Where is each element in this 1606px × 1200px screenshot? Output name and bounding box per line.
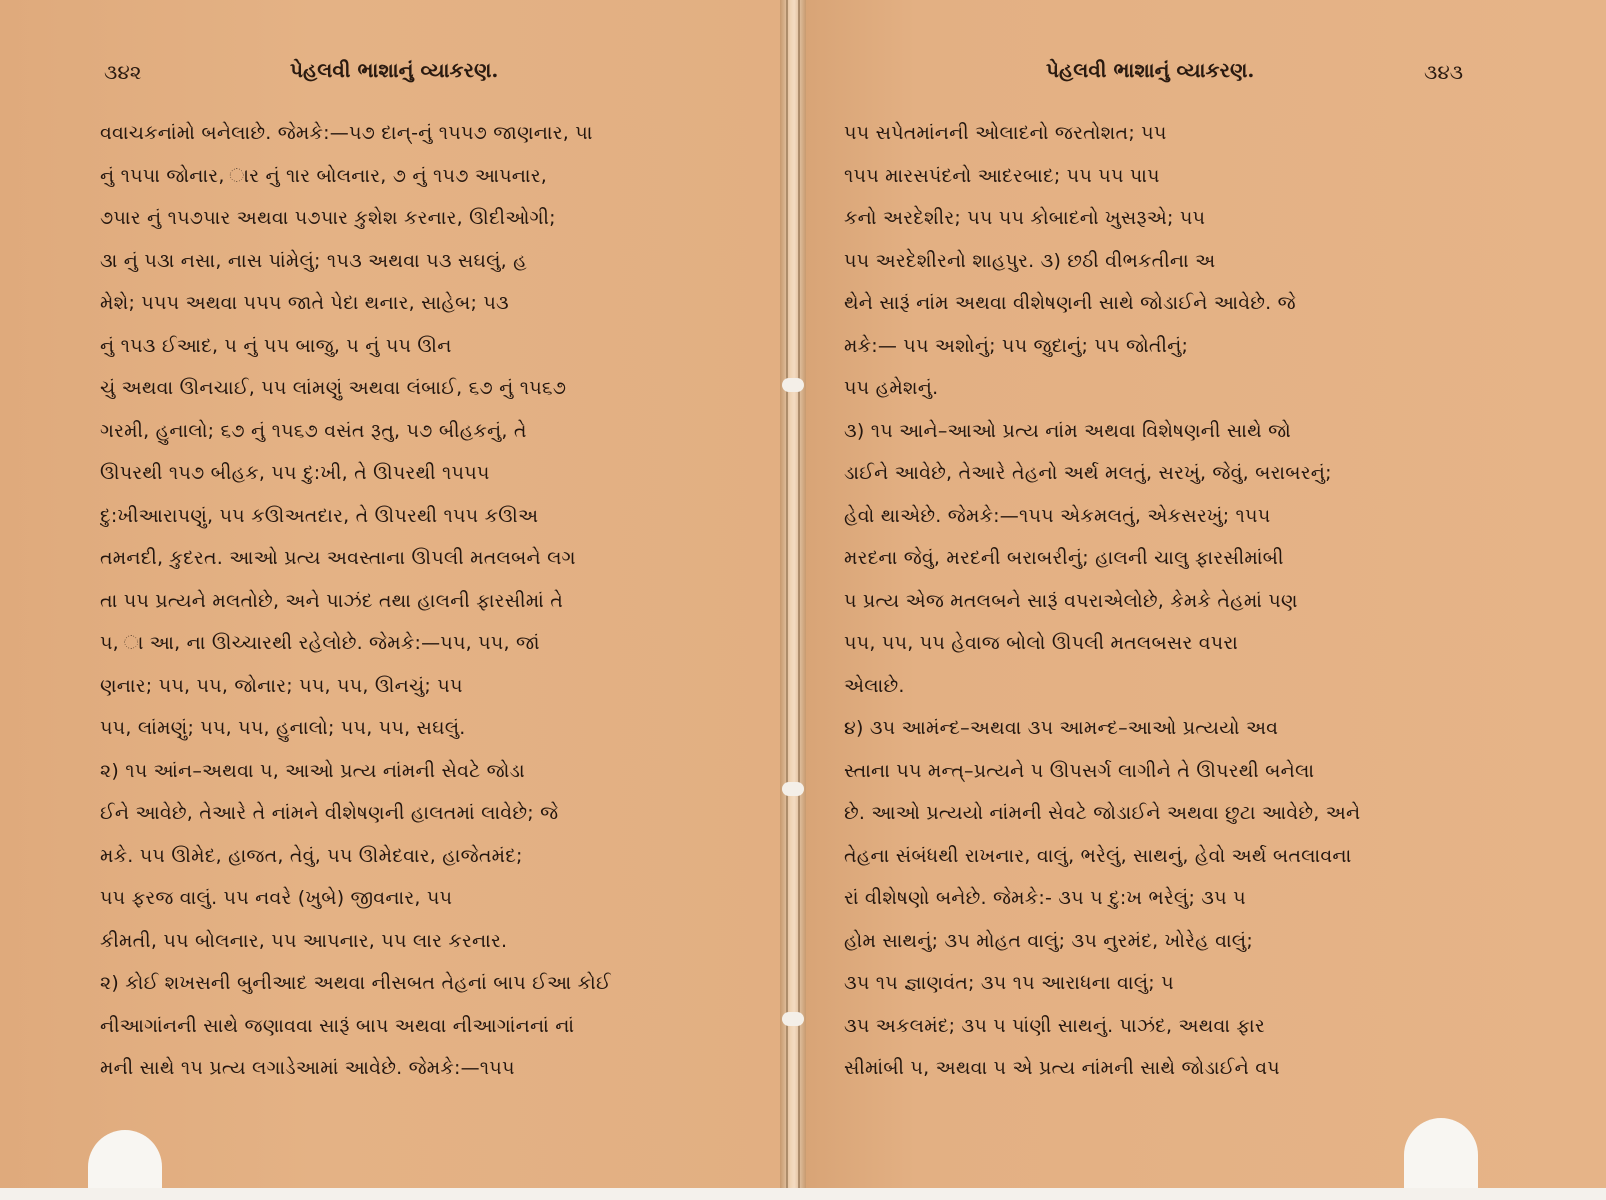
right-page — [794, 0, 1606, 1200]
text-line: કીમતી, ૫૫ બોલનાર, ૫૫ આપનાર, ૫૫ લાર કરનાર. — [100, 929, 508, 952]
text-line: ૪) ૩૫ આમંન્દ–અથવા ૩૫ આમન્દ–આઓ પ્રત્યયો અવ — [844, 717, 1279, 739]
binding-stitch — [782, 378, 804, 392]
text-line: ૫, ા આ, ના ઊચ્ચારથી રહેલોછે. જેમકે:—૫૫, ૫૫, જાં — [100, 632, 540, 654]
text-line: તેહના સંબંધથી રાખનાર, વાલું, ભરેલું, સાથનું, હેવો અર્થ બતલાવના — [844, 844, 1352, 867]
text-line: દુ:ખીઆરાપણું, ૫૫ કઊઅતદાર, તે ઊપરથી ૧૫૫ કઊઅ — [100, 504, 539, 527]
text-line: ૫૫, ૫૫, ૫૫ હેવાજ બોલો ઊપલી મતલબસર વપરા — [844, 632, 1239, 654]
text-line: ૩) ૧૫ આને–આઓ પ્રત્ય નાંમ અથવા વિશેષણની સાથે જો — [844, 419, 1292, 442]
text-line: નીઆગાંનની સાથે જણાવવા સારૂં બાપ અથવા નીઆગાંનનાં નાં — [100, 1014, 575, 1037]
text-line: સ્તાના ૫૫ મન્ત્–પ્રત્યને ૫ ઊપસર્ગ લાગીને તે ઊપરથી બનેલા — [844, 759, 1315, 782]
text-line: વવાચકનાંમો બનેલાછે. જેમકે:—૫૭ દાન્-નું ૧૫૫૭ જાણનાર, ૫ા — [100, 122, 593, 144]
text-line: નું ૧૫૩ ઈઆદ, ૫ નું ૫૫ બાજુ, ૫ નું ૫૫ ઊન — [100, 334, 452, 357]
page-corner-damage — [1404, 1118, 1478, 1188]
running-head: પેહલવી ભાશાનું વ્યાકરણ. — [1046, 58, 1255, 82]
text-line: ગરમી, હુનાલો; ૬૭ નું ૧૫૬૭ વસંત રૂતુ, ૫૭ બીહકનું, તે — [100, 419, 527, 442]
binding-stitch — [782, 782, 804, 796]
page-body — [844, 112, 1484, 1090]
text-line: મેશે; ૫૫૫ અથવા ૫૫૫ જાતે પેદા થનાર, સાહેબ; ૫૩ — [100, 292, 509, 314]
text-line: ૩૫ ૧૫ જ્ઞાણવંત; ૩૫ ૧૫ આરાધના વાલું; ૫ — [844, 972, 1174, 994]
text-line: ૩ા નું ૫૩ા નસા, નાસ પાંમેલું; ૧૫૩ અથવા ૫૩ સઘલું, હ — [100, 249, 527, 272]
text-line: ૨) ૧૫ આંન–અથવા ૫, આઓ પ્રત્ય નાંમની સેવટે જોડા — [100, 759, 525, 782]
text-line: ૩૫ અકલમંદ; ૩૫ ૫ પાંણી સાથનું. પાઝંદ, અથવા ફાર — [844, 1014, 1265, 1037]
page-body — [100, 112, 730, 1090]
text-line: મકે. ૫૫ ઊમેદ, હાજત, તેવું, ૫૫ ઊમેદવાર, હાજેતમંદ; — [100, 844, 523, 867]
text-line: ૫૫ ફરજ વાલું. ૫૫ નવરે (ખુબે) જીવનાર, ૫૫ — [100, 887, 453, 909]
text-line: કનો અરદેશીર; ૫૫ ૫૫ કોબાદનો ખુસરૂએ; ૫૫ — [844, 207, 1206, 229]
text-line: મની સાથે ૧૫ પ્રત્ય લગાડેઆમાં આવેછે. જેમકે:—૧૫૫ — [100, 1057, 515, 1079]
text-line: ૫૫ સપેતમાંનની ઓલાદનો જરતોશત; ૫૫ — [844, 122, 1167, 144]
text-line: ૨) કોઈ શખસની બુનીઆદ અથવા નીસબત તેહનાં બાપ ઈઆ કોઈ — [100, 972, 611, 994]
text-line: ઊપરથી ૧૫૭ બીહક, ૫૫ દુ:ખી, તે ઊપરથી ૧૫૫૫ — [100, 462, 490, 484]
text-line: ઈને આવેછે, તેઆરે તે નાંમને વીશેષણની હાલતમાં લાવેછે; જે — [100, 802, 559, 824]
text-line: સીમાંબી ૫, અથવા ૫ એ પ્રત્ય નાંમની સાથે જોડાઈને વપ — [844, 1057, 1280, 1079]
text-line: ૭૫ાર નું ૧૫૭૫ાર અથવા ૫૭૫ાર કુશેશ કરનાર, ઊદીઓગી; — [100, 207, 556, 229]
text-line: ૫ પ્રત્ય એજ મતલબને સારૂં વપરાએલોછે, કેમકે તેહમાં પણ — [844, 589, 1298, 612]
text-line: ૫૫ અરદેશીરનો શાહપુર. ૩) છઠી વીભકતીના અ — [844, 249, 1216, 272]
text-line: તમનદી, કુદરત. આઓ પ્રત્ય અવસ્તાના ઊપલી મતલબને લગ — [100, 547, 576, 569]
page-number: ૩૪૨ — [104, 60, 142, 84]
text-line: થેને સારૂં નાંમ અથવા વીશેષણની સાથે જોડાઈને આવેછે. જે — [844, 292, 1296, 314]
text-line: તા ૫૫ પ્રત્યને મલતોછે, અને પાઝંદ તથા હાલની ફારસીમાં તે — [100, 589, 564, 612]
running-head: પેહલવી ભાશાનું વ્યાકરણ. — [290, 58, 499, 82]
page-number: ૩૪૩ — [1424, 60, 1464, 84]
text-line: મરદના જેવું, મરદની બરાબરીનું; હાલની ચાલુ ફારસીમાંબી — [844, 547, 1284, 569]
text-line: હોમ સાથનું; ૩૫ મોહત વાલું; ૩૫ નુરમંદ, ખોરેહ વાલું; — [844, 929, 1253, 952]
text-line: ણનાર; ૫૫, ૫૫, જોનાર; ૫૫, ૫૫, ઊનચું; ૫૫ — [100, 674, 463, 697]
text-line: એલાછે. — [844, 674, 905, 697]
binding-stitch — [782, 1012, 804, 1026]
text-line: ચું અથવા ઊનચાઈ, ૫૫ લાંમણું અથવા લંબાઈ, ૬૭ નું ૧૫૬૭ — [100, 377, 567, 399]
text-line: નું ૧૫૫ા જોનાર, ાર નું ૧ાર બોલનાર, ૭ નું ૧૫૭ આપનાર, — [100, 164, 548, 187]
text-line: ૫૫, લાંમણું; ૫૫, ૫૫, હુનાલો; ૫૫, ૫૫, સઘલું. — [100, 717, 466, 739]
text-line: હેવો થાએછે. જેમકે:—૧૫૫ એકમલતું, એકસરખું; ૧૫૫ — [844, 504, 1271, 527]
text-line: ૫૫ હમેશનું. — [844, 377, 939, 399]
left-page — [0, 0, 790, 1200]
text-line: ૧૫૫ મારસપંદનો આદરબાદ; ૫૫ ૫૫ પાપ — [844, 164, 1160, 187]
text-line: ડાઈને આવેછે, તેઆરે તેહનો અર્થ મલતું, સરખું, જેવું, બરાબરનું; — [844, 462, 1332, 484]
text-line: છે. આઓ પ્રત્યયો નાંમની સેવટે જોડાઈને અથવા છુટા આવેછે, અને — [844, 802, 1361, 824]
text-line: મકે:— ૫૫ અશોનું; ૫૫ જુદાનું; ૫૫ જોતીનું; — [844, 334, 1189, 357]
text-line: રાં વીશેષણો બનેછે. જેમકે:- ૩૫ ૫ દુ:ખ ભરેલું; ૩૫ ૫ — [844, 887, 1246, 909]
page-bottom-edge — [0, 1188, 1606, 1200]
